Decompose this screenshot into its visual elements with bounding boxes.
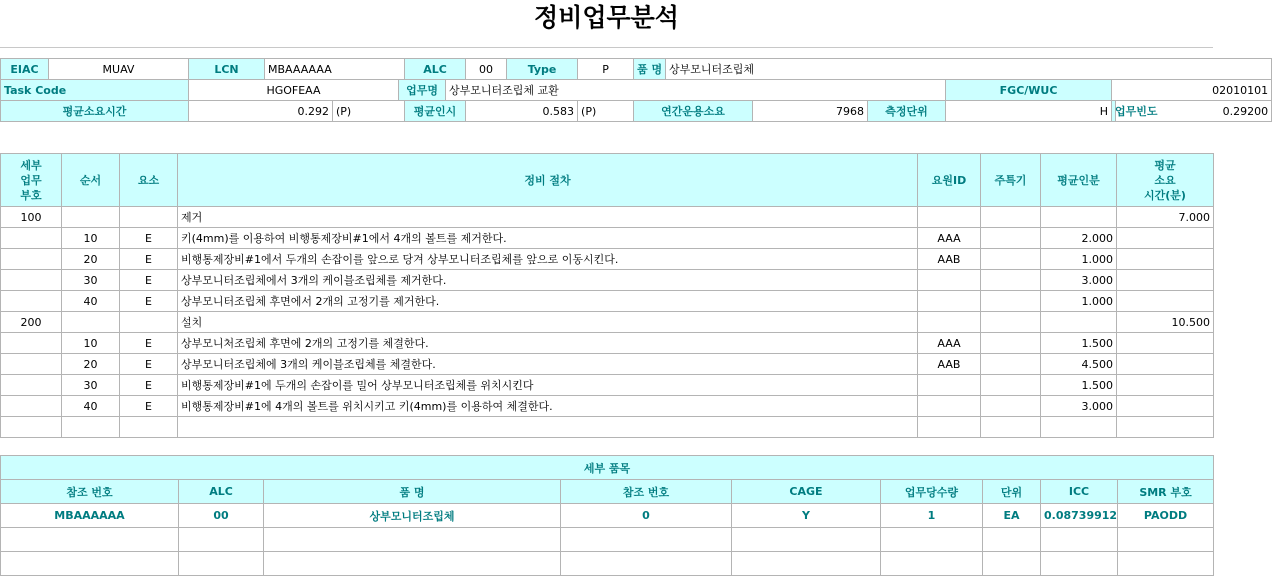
parts-cell-smr: PAODD: [1118, 504, 1214, 528]
procedure-row: [1, 375, 1214, 396]
procedure-cell-avg-people: 4.500: [1041, 354, 1117, 375]
procedure-cell-procedure-text: 비행통제장비#1에 두개의 손잡이를 밀어 상부모니터조립체를 위치시킨다: [178, 375, 918, 396]
procedure-cell-sub-task-code: 100: [1, 207, 62, 228]
procedure-cell-element: [120, 312, 178, 333]
procedure-cell-avg-time: [1117, 396, 1214, 417]
procedure-cell-sub-task-code: [1, 333, 62, 354]
parts-cell-alc: 00: [179, 504, 264, 528]
procedure-cell-personnel-id: [918, 375, 981, 396]
task-frequency-value: 0.29200: [1116, 101, 1272, 122]
procedure-row: [1, 207, 1214, 228]
parts-row: [1, 504, 1214, 528]
parts-cell-empty: [881, 552, 983, 576]
item-name-label: 품 명: [634, 59, 666, 80]
procedure-cell-sequence: 20: [62, 249, 120, 270]
procedure-cell-specialty: [981, 207, 1041, 228]
task-code-label: Task Code: [1, 80, 189, 101]
procedure-cell-sequence: 40: [62, 291, 120, 312]
procedure-cell-avg-time: [1117, 417, 1214, 438]
procedure-cell-procedure-text: 상부모니처조립체 후면에 2개의 고정기를 체결한다.: [178, 333, 918, 354]
procedure-cell-specialty: [981, 354, 1041, 375]
procedure-cell-personnel-id: AAA: [918, 228, 981, 249]
procedure-row: [1, 354, 1214, 375]
parts-cell-empty: [179, 552, 264, 576]
procedure-cell-specialty: [981, 375, 1041, 396]
parts-cell-empty: [983, 528, 1041, 552]
procedure-cell-sub-task-code: [1, 270, 62, 291]
procedure-cell-specialty: [981, 270, 1041, 291]
col-personnel-id: 요원ID: [918, 154, 981, 207]
procedure-cell-sub-task-code: [1, 249, 62, 270]
procedure-cell-avg-time: 7.000: [1117, 207, 1214, 228]
parts-cell-empty: [1, 552, 179, 576]
procedure-cell-specialty: [981, 396, 1041, 417]
procedure-cell-avg-time: [1117, 291, 1214, 312]
parts-cell-empty: [881, 528, 983, 552]
col-cage: CAGE: [732, 480, 881, 504]
procedure-cell-specialty: [981, 312, 1041, 333]
procedure-cell-avg-people: 1.000: [1041, 249, 1117, 270]
procedure-cell-element: E: [120, 333, 178, 354]
procedure-cell-element: [120, 207, 178, 228]
procedure-cell-personnel-id: [918, 270, 981, 291]
procedure-row: [1, 312, 1214, 333]
procedure-cell-sub-task-code: [1, 354, 62, 375]
procedure-cell-sub-task-code: [1, 375, 62, 396]
procedure-cell-avg-time: [1117, 333, 1214, 354]
procedure-cell-element: E: [120, 228, 178, 249]
parts-row-empty: [1, 552, 1214, 576]
procedure-cell-avg-time: [1117, 270, 1214, 291]
procedure-cell-procedure-text: 비행통제장비#1에서 두개의 손잡이를 앞으로 당겨 상부모니터조립체를 앞으로 이동시킨다.: [178, 249, 918, 270]
procedure-cell-element: E: [120, 396, 178, 417]
info-table: [0, 58, 1272, 122]
procedure-cell-avg-people: [1041, 312, 1117, 333]
procedure-row: [1, 396, 1214, 417]
procedure-cell-element: [120, 417, 178, 438]
procedure-cell-specialty: [981, 249, 1041, 270]
parts-cell-unit: EA: [983, 504, 1041, 528]
col-smr-code: SMR 부호: [1118, 480, 1214, 504]
type-label: Type: [507, 59, 578, 80]
procedure-cell-sub-task-code: 200: [1, 312, 62, 333]
procedure-row: [1, 291, 1214, 312]
procedure-cell-avg-people: [1041, 207, 1117, 228]
parts-cell-empty: [561, 528, 732, 552]
task-frequency-label: 업무빈도: [1112, 101, 1116, 122]
col-avg-people: 평균인분: [1041, 154, 1117, 207]
procedure-row: [1, 417, 1214, 438]
task-code-value: HGOFEAA: [189, 80, 399, 101]
procedure-cell-personnel-id: [918, 291, 981, 312]
procedure-cell-sequence: 40: [62, 396, 120, 417]
procedure-cell-sequence: [62, 417, 120, 438]
page-title: 정비업무분석: [534, 3, 679, 32]
procedure-row: [1, 249, 1214, 270]
lcn-label: LCN: [189, 59, 265, 80]
col-unit: 단위: [983, 480, 1041, 504]
parts-cell-empty: [561, 552, 732, 576]
col-icc: ICC: [1041, 480, 1118, 504]
procedure-cell-sequence: 30: [62, 375, 120, 396]
procedure-cell-element: E: [120, 354, 178, 375]
col-qty-per-task: 업무당수량: [881, 480, 983, 504]
procedure-cell-avg-time: [1117, 228, 1214, 249]
parts-cell-empty: [983, 552, 1041, 576]
fgc-wuc-label: FGC/WUC: [946, 80, 1112, 101]
procedure-row: [1, 333, 1214, 354]
procedure-cell-avg-people: 3.000: [1041, 270, 1117, 291]
alc-label: ALC: [405, 59, 466, 80]
procedure-cell-avg-people: 3.000: [1041, 396, 1117, 417]
procedure-cell-sequence: 10: [62, 333, 120, 354]
procedure-cell-personnel-id: AAA: [918, 333, 981, 354]
procedure-row: [1, 228, 1214, 249]
procedure-cell-element: E: [120, 375, 178, 396]
parts-cell-qty: 1: [881, 504, 983, 528]
fgc-wuc-value: 02010101: [1112, 80, 1272, 101]
col-element: 요소: [120, 154, 178, 207]
alc-value: 00: [466, 59, 507, 80]
parts-cell-item: 상부모니터조립체: [264, 504, 561, 528]
procedure-cell-avg-people: [1041, 417, 1117, 438]
procedure-cell-avg-time: [1117, 375, 1214, 396]
procedure-cell-avg-people: 1.000: [1041, 291, 1117, 312]
parts-cell-empty: [1041, 552, 1118, 576]
procedure-cell-personnel-id: AAB: [918, 354, 981, 375]
procedure-cell-personnel-id: [918, 207, 981, 228]
col-specialty: 주특기: [981, 154, 1041, 207]
procedure-cell-sub-task-code: [1, 417, 62, 438]
procedure-cell-avg-time: 10.500: [1117, 312, 1214, 333]
procedure-cell-sub-task-code: [1, 396, 62, 417]
procedure-cell-avg-people: 1.500: [1041, 333, 1117, 354]
procedure-cell-sub-task-code: [1, 228, 62, 249]
procedure-cell-sub-task-code: [1, 291, 62, 312]
col-sub-task-code: 세부 업무 부호: [1, 154, 62, 207]
procedure-cell-personnel-id: [918, 396, 981, 417]
parts-cell-empty: [732, 552, 881, 576]
procedure-cell-specialty: [981, 417, 1041, 438]
parts-cell-empty: [264, 528, 561, 552]
measure-unit-label: 측정단위: [868, 101, 946, 122]
parts-cell-empty: [264, 552, 561, 576]
parts-table: [0, 455, 1214, 576]
parts-cell-icc: 0.08739912: [1041, 504, 1118, 528]
col-procedure: 정비 절차: [178, 154, 918, 207]
task-name-value: 상부모니터조립체 교환: [446, 80, 946, 101]
annual-demand-label: 연간운용소요: [634, 101, 753, 122]
lcn-value: MBAAAAAA: [265, 59, 405, 80]
avg-time-label: 평균소요시간: [1, 101, 189, 122]
item-name-value: 상부모니터조립체: [666, 59, 1272, 80]
procedure-cell-element: E: [120, 270, 178, 291]
procedure-cell-procedure-text: [178, 417, 918, 438]
procedure-row: [1, 270, 1214, 291]
procedure-cell-procedure-text: 상부모니터조립체 후면에서 2개의 고정기를 제거한다.: [178, 291, 918, 312]
procedure-cell-procedure-text: 설치: [178, 312, 918, 333]
procedure-cell-sequence: 20: [62, 354, 120, 375]
procedure-cell-procedure-text: 제거: [178, 207, 918, 228]
col-item-name: 품 명: [264, 480, 561, 504]
parts-cell-empty: [1118, 552, 1214, 576]
procedure-cell-procedure-text: 비행통제장비#1에 4개의 볼트를 위치시키고 키(4mm)를 이용하여 체결한다.: [178, 396, 918, 417]
procedure-cell-sequence: 10: [62, 228, 120, 249]
eiac-label: EIAC: [1, 59, 49, 80]
avg-manhour-label: 평균인시: [405, 101, 466, 122]
title-divider: [0, 47, 1213, 48]
procedure-cell-avg-people: 1.500: [1041, 375, 1117, 396]
procedure-cell-sequence: 30: [62, 270, 120, 291]
procedure-cell-avg-time: [1117, 354, 1214, 375]
parts-cell-empty: [1, 528, 179, 552]
procedure-cell-procedure-text: 상부모니터조립체에서 3개의 케이블조립체를 제거한다.: [178, 270, 918, 291]
parts-section-title: 세부 품목: [1, 456, 1214, 480]
avg-manhour-value: 0.583: [466, 101, 578, 122]
col-reference-number-2: 참조 번호: [561, 480, 732, 504]
procedure-cell-procedure-text: 상부모니터조립체에 3개의 케이블조립체를 체결한다.: [178, 354, 918, 375]
procedure-cell-avg-people: 2.000: [1041, 228, 1117, 249]
annual-demand-value: 7968: [753, 101, 868, 122]
procedure-cell-procedure-text: 키(4mm)를 이용하여 비행통제장비#1에서 4개의 볼트를 제거한다.: [178, 228, 918, 249]
procedure-cell-specialty: [981, 228, 1041, 249]
procedure-cell-personnel-id: AAB: [918, 249, 981, 270]
parts-cell-empty: [179, 528, 264, 552]
parts-cell-ref-no: MBAAAAAA: [1, 504, 179, 528]
col-reference-number: 참조 번호: [1, 480, 179, 504]
procedure-cell-specialty: [981, 291, 1041, 312]
procedure-cell-specialty: [981, 333, 1041, 354]
parts-cell-cage: Y: [732, 504, 881, 528]
parts-cell-empty: [1041, 528, 1118, 552]
type-value: P: [578, 59, 634, 80]
avg-time-value: 0.292: [189, 101, 333, 122]
procedure-cell-element: E: [120, 291, 178, 312]
procedure-cell-avg-time: [1117, 249, 1214, 270]
procedure-cell-personnel-id: [918, 312, 981, 333]
eiac-value: MUAV: [49, 59, 189, 80]
avg-time-unit: (P): [333, 101, 405, 122]
parts-cell-empty: [732, 528, 881, 552]
procedure-table: [0, 153, 1214, 438]
procedure-cell-sequence: [62, 207, 120, 228]
parts-row-empty: [1, 528, 1214, 552]
parts-cell-ref-no2: 0: [561, 504, 732, 528]
col-sequence: 순서: [62, 154, 120, 207]
procedure-cell-element: E: [120, 249, 178, 270]
avg-manhour-unit: (P): [578, 101, 634, 122]
parts-cell-empty: [1118, 528, 1214, 552]
col-alc: ALC: [179, 480, 264, 504]
measure-unit-value: H: [946, 101, 1112, 122]
procedure-cell-personnel-id: [918, 417, 981, 438]
task-name-label: 업무명: [399, 80, 446, 101]
col-avg-time: 평균 소요 시간(분): [1117, 154, 1214, 207]
procedure-cell-sequence: [62, 312, 120, 333]
